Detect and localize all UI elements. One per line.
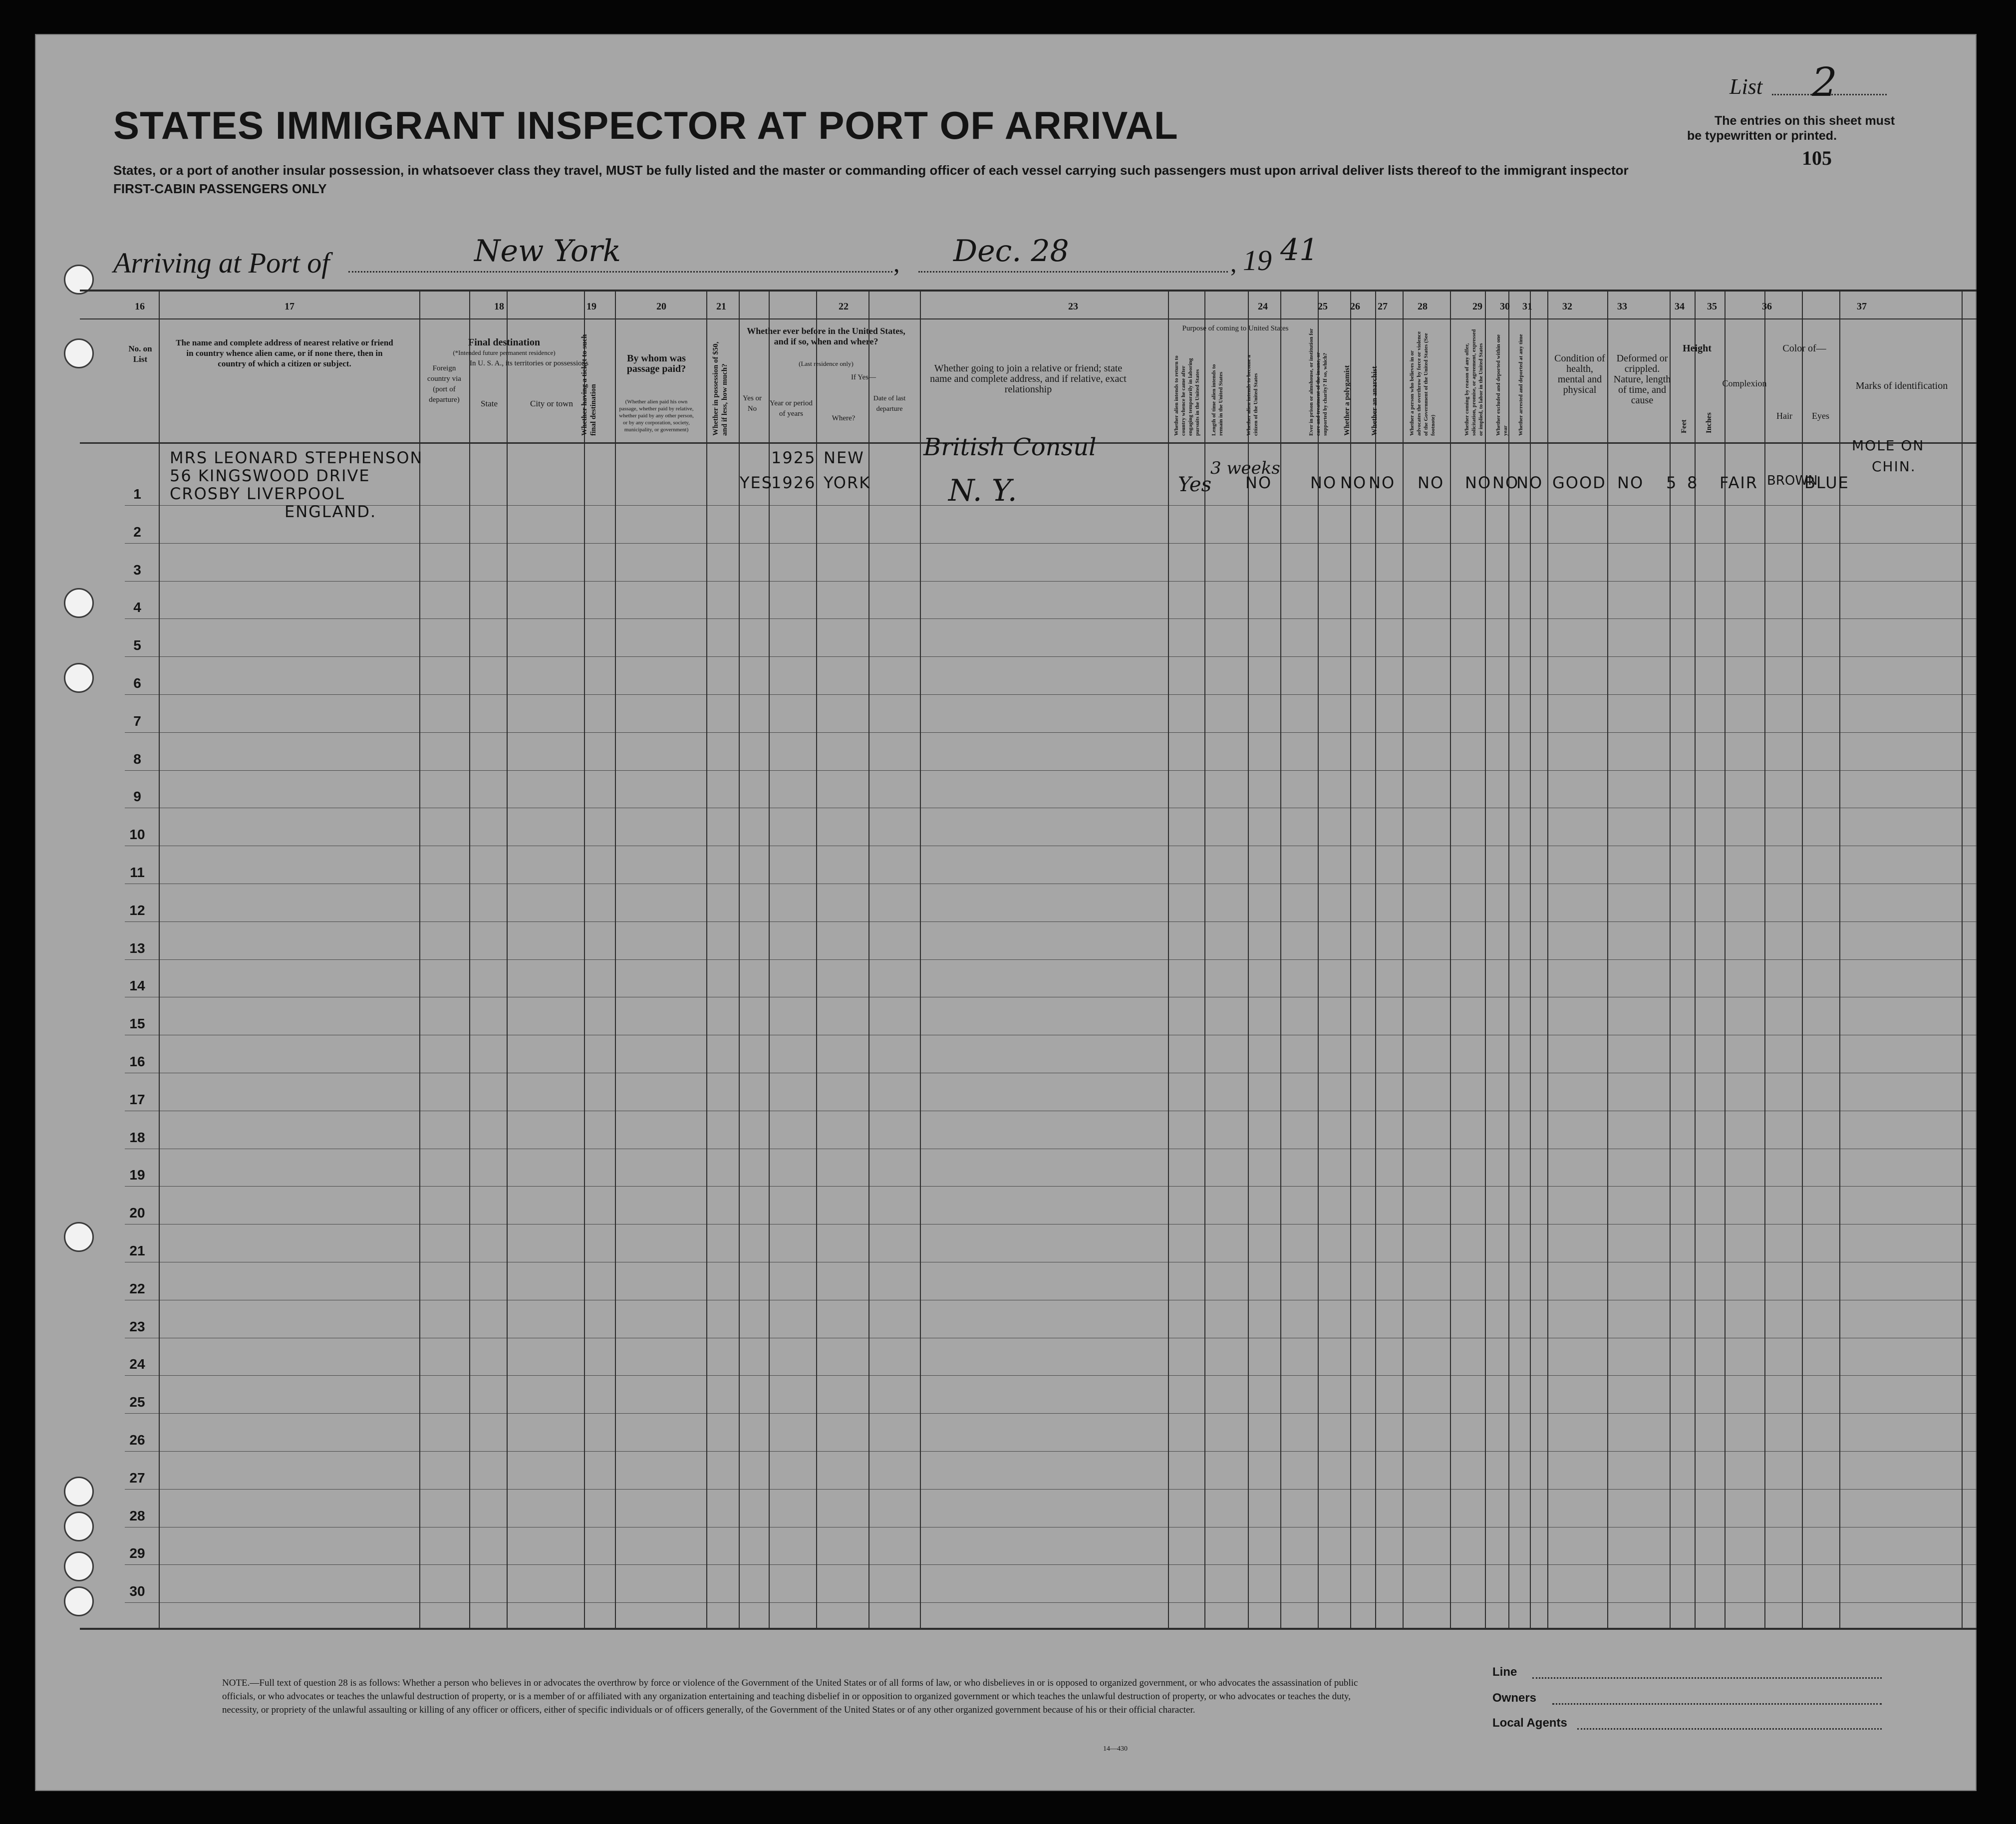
date-value: Dec. 28 (953, 234, 1069, 269)
col34-label: Height (1683, 343, 1712, 354)
comma: , (893, 249, 900, 277)
column-rule (706, 291, 707, 1628)
col35-label: Complexion (1722, 378, 1767, 388)
row-number: 6 (133, 675, 141, 691)
row-rule (125, 1451, 1977, 1452)
row-number: 28 (129, 1508, 145, 1523)
entry1-where1: NEW (824, 448, 864, 467)
line-label: Line (1492, 1665, 1517, 1679)
row-number: 23 (129, 1319, 145, 1334)
entry1-inches: 8 (1687, 473, 1699, 492)
table-bottom-rule (80, 1628, 1977, 1630)
row-rule (125, 1602, 1977, 1603)
stamp-number: 105 (1802, 147, 1832, 169)
year-suffix: 41 (1280, 233, 1319, 268)
column-rule (1280, 291, 1281, 1628)
column-rule (1962, 291, 1963, 1628)
entry1-deformed: NO (1617, 473, 1644, 492)
arriving-label: Arriving at Port of (113, 247, 330, 279)
row-number: 29 (129, 1545, 145, 1561)
col18-label: Final destination (468, 337, 540, 348)
entry1-health: GOOD (1552, 473, 1606, 492)
row-rule (125, 618, 1977, 619)
column-rule (1168, 291, 1169, 1628)
line-underline (1532, 1677, 1882, 1679)
column-rule (419, 291, 420, 1628)
col18-usa: In U. S. A., its territories or possessions (470, 359, 588, 367)
column-rule (816, 291, 817, 1628)
colnum-21: 21 (716, 301, 726, 312)
punch-hole (64, 588, 94, 618)
col24-label: Purpose of coming to United States (1182, 324, 1289, 332)
row-rule (125, 656, 1977, 657)
colnum-17: 17 (285, 301, 294, 312)
entry1-purpose: Yes (1178, 473, 1212, 496)
col18-sub: (*Intended future permanent residence) (453, 349, 556, 356)
colnum-19: 19 (586, 301, 596, 312)
row-number: 19 (129, 1167, 145, 1183)
col18-foreign: Foreign country via (port of departure) (427, 364, 461, 404)
row-rule (125, 505, 1977, 506)
row-number: 4 (133, 600, 141, 615)
col30-label: Whether excluded and deported within one year (1495, 334, 1508, 436)
column-rule (920, 291, 921, 1628)
entry1-address-line1: MRS LEONARD STEPHENSON (170, 448, 423, 467)
row-number: 2 (133, 524, 141, 540)
row-number: 15 (129, 1016, 145, 1031)
entries-note-2: be typewritten or printed. (1687, 129, 1837, 143)
row-number: 18 (129, 1130, 145, 1145)
entry1-join1: British Consul (923, 433, 1097, 461)
column-rule (1764, 291, 1765, 1628)
colnum-22: 22 (839, 301, 849, 312)
col22-label: Whether ever before in the United States, and if so, when and where? (747, 326, 905, 346)
year-prefix: 19 (1243, 244, 1272, 277)
entry1-q28: NO (1418, 473, 1444, 492)
col22-year: Year or period of years (770, 399, 813, 418)
row-rule (125, 959, 1977, 960)
entry1-anarchist: NO (1369, 473, 1396, 492)
row-number: 25 (129, 1394, 145, 1410)
col26-label: Whether a polygamist (1343, 365, 1351, 436)
colnum-18: 18 (494, 301, 504, 312)
col22-ifyes: If Yes— (851, 373, 876, 381)
column-rule (1450, 291, 1451, 1628)
row-rule (125, 1375, 1977, 1376)
entry1-year2: 1926 (771, 473, 816, 492)
row-number: 10 (129, 827, 145, 842)
row-number: 7 (133, 713, 141, 729)
agents-underline (1577, 1728, 1882, 1730)
col20-label: By whom was passage paid? (626, 353, 686, 374)
entry1-marks2: CHIN. (1872, 458, 1916, 475)
col20-sub: (Whether alien paid his own passage, whether paid by relative, whether paid by any other person, or by any corporation, society, municipality, or government) (619, 399, 694, 433)
row-number: 21 (129, 1243, 145, 1258)
column-rule (1403, 291, 1404, 1628)
class-line: FIRST-CABIN PASSENGERS ONLY (113, 181, 327, 196)
col21-label: Whether in possession of $50, and if less, how much? (712, 341, 729, 436)
entry1-year: 1925 (771, 448, 816, 467)
colnum-31: 31 (1522, 301, 1532, 312)
entry1-address-line4: ENGLAND. (285, 502, 377, 521)
column-rule (615, 291, 616, 1628)
column-rule (469, 291, 470, 1628)
row-number: 9 (133, 789, 141, 804)
col18-state: State (481, 399, 498, 408)
entry1-q31: NO (1516, 473, 1543, 492)
row-number: 26 (129, 1432, 145, 1448)
punch-hole (64, 338, 94, 368)
entry1-yesno: YES (740, 473, 773, 492)
entry1-address-line3: CROSBY LIVERPOOL (170, 484, 345, 503)
entry1-length: 3 weeks (1210, 458, 1280, 478)
col25-label: Ever in prison or almshouse, or institution for care and treatment of the insane, or supported by charity? If so, which? (1308, 328, 1328, 436)
row-rule (125, 1489, 1977, 1490)
page-subtitle: States, or a port of another insular possession, in whatsoever class they travel, MUST be fully listed and the master or commanding officer of each vessel carrying such passengers must upon arrival deliver lists thereof to the immigrant inspector (113, 163, 1629, 178)
entry1-q30: NO (1492, 473, 1519, 492)
row-rule (125, 1186, 1977, 1187)
row-rule (125, 694, 1977, 695)
col36-label: Color of— (1782, 343, 1826, 354)
colnum-36: 36 (1762, 301, 1772, 312)
col17-label: The name and complete address of nearest relative or friend in country whence alien came, or if none there, then in country of which a citizen or subject. (176, 338, 393, 368)
col37-label: Marks of identification (1855, 380, 1948, 391)
row-number: 12 (129, 903, 145, 918)
manifest-sheet (35, 34, 1977, 1791)
colnum-30: 30 (1500, 301, 1510, 312)
owners-underline (1552, 1703, 1882, 1705)
column-rule (1607, 291, 1608, 1628)
colnum-26: 26 (1350, 301, 1360, 312)
table-top-rule (80, 290, 1977, 292)
row-number: 13 (129, 940, 145, 956)
row-number: 27 (129, 1470, 145, 1486)
list-number: 2 (1812, 59, 1837, 105)
agents-label: Local Agents (1492, 1716, 1567, 1730)
punch-hole (64, 1512, 94, 1541)
row-number: 1 (133, 486, 141, 502)
colnum-20: 20 (656, 301, 666, 312)
col36-eyes: Eyes (1812, 411, 1829, 421)
punch-hole (64, 1586, 94, 1616)
colnum-16: 16 (135, 301, 145, 312)
colnum-33: 33 (1617, 301, 1627, 312)
row-rule (125, 581, 1977, 582)
punch-hole (64, 1222, 94, 1252)
entries-note-1: The entries on this sheet must (1715, 114, 1895, 128)
col22-yesno: Yes or No (742, 394, 762, 413)
row-rule (125, 770, 1977, 771)
entry1-marks1: MOLE ON (1852, 437, 1925, 454)
entry1-citizen: NO (1245, 473, 1272, 492)
entry1-polygamist: NO (1340, 473, 1367, 492)
colnum-29: 29 (1472, 301, 1482, 312)
row-rule (125, 1564, 1977, 1565)
col34-feet: Feet (1680, 419, 1688, 433)
row-number: 5 (133, 637, 141, 653)
col28-label: Whether a person who believes in or advocates the overthrow by force or violence of the Government of the United States (See footnote) (1409, 331, 1436, 436)
row-number: 17 (129, 1092, 145, 1107)
col23-label: Whether going to join a relative or friend; state name and complete address, and if relative, exact relationship (930, 363, 1127, 395)
col22-where: Where? (832, 414, 856, 422)
colnum-34: 34 (1675, 301, 1685, 312)
port-value: New York (474, 234, 621, 269)
col32-label: Condition of health, mental and physical (1554, 353, 1605, 395)
page-title: STATES IMMIGRANT INSPECTOR AT PORT OF ARRIVAL (113, 103, 1178, 147)
punch-hole (64, 663, 94, 693)
row-number: 3 (133, 562, 141, 578)
colnum-23: 23 (1068, 301, 1078, 312)
col24-b: Length of time alien intends to remain in the United States (1211, 364, 1224, 436)
entry1-prison: NO (1310, 473, 1337, 492)
col33-label: Deformed or crippled. Nature, length of time, and cause (1613, 353, 1671, 406)
form-number: 14—430 (1103, 1745, 1128, 1753)
col22-sub: (Last residence only) (799, 360, 854, 367)
list-label: List (1729, 74, 1763, 99)
column-rule (507, 291, 508, 1628)
colnum-27: 27 (1378, 301, 1388, 312)
col19-label: Whether having a ticket to such final destination (580, 334, 597, 436)
row-number: 20 (129, 1205, 145, 1220)
colnum-rule (80, 318, 1977, 319)
col31-label: Whether arrested and deported at any time (1518, 334, 1524, 436)
col27-label: Whether an anarchist (1371, 366, 1379, 436)
entry1-address-line2: 56 KINGSWOOD DRIVE (170, 466, 370, 485)
entry1-q29: NO (1465, 473, 1492, 492)
row-number: 30 (129, 1583, 145, 1599)
col34-inches: Inches (1705, 412, 1713, 433)
colnum-32: 32 (1562, 301, 1572, 312)
col24-a: Whether alien intends to return to country whence he came after engaging temporarily in laboring pursuits in the United States (1173, 355, 1200, 436)
row-number: 11 (130, 865, 145, 880)
colnum-28: 28 (1418, 301, 1428, 312)
row-number: 22 (129, 1281, 145, 1296)
col29-label: Whether coming by reason of any offer, solicitation, promise, or agreement, expressed or implied, to labor in the United States (1464, 329, 1484, 436)
column-rule (1547, 291, 1548, 1628)
colnum-24: 24 (1258, 301, 1268, 312)
entry1-complexion: FAIR (1720, 473, 1758, 492)
entry1-eyes: BLUE (1804, 473, 1849, 492)
entry1-hair: BROWN (1767, 473, 1818, 488)
col16-label: No. on List (128, 344, 152, 364)
punch-hole (64, 1551, 94, 1581)
entry1-where2: YORK (824, 473, 871, 492)
row-rule (125, 1413, 1977, 1414)
footnote-q28: NOTE.—Full text of question 28 is as follows: Whether a person who believes in or advocates the overthrow by force or violence of the Government of the United States or of all forms of law, or who disbelieves in or is opposed to organized government, or who advocates the assassination of public officials, or who advocates or teaches the unlawful destruction of property, or is a member of or affiliated with any organization entertaining and teaching disbelief in or opposition to organized government or which teaches the unlawful destruction of property, or who advocates or teaches the duty, necessity, or propriety of the unlawful assaulting or killing of any officer or officers, either of specific individuals or of officers generally, of the Government of the United States or of any other organized government because of his or their official character. (222, 1678, 1358, 1715)
row-number: 8 (133, 751, 141, 767)
col22-date: Date of last departure (873, 395, 906, 413)
punch-hole (64, 1477, 94, 1507)
col36-hair: Hair (1776, 411, 1792, 421)
colnum-37: 37 (1857, 301, 1867, 312)
colnum-35: 35 (1707, 301, 1717, 312)
row-rule (125, 921, 1977, 922)
col18-city: City or town (530, 399, 573, 408)
port-underline (348, 271, 892, 273)
row-number: 14 (129, 978, 145, 993)
owners-label: Owners (1492, 1691, 1537, 1705)
column-rule (159, 291, 160, 1628)
entry1-join2: N. Y. (948, 473, 1017, 508)
column-rule (584, 291, 585, 1628)
column-rule (1802, 291, 1803, 1628)
row-number: 16 (129, 1054, 145, 1069)
row-rule (125, 732, 1977, 733)
colnum-25: 25 (1318, 301, 1328, 312)
row-number: 24 (129, 1356, 145, 1372)
date-underline (918, 271, 1228, 273)
col24-c: Whether alien intends to become a citizen of the United States (1246, 354, 1259, 436)
entry1-feet: 5 (1666, 473, 1678, 492)
comma: , (1230, 249, 1237, 277)
row-rule (125, 543, 1977, 544)
